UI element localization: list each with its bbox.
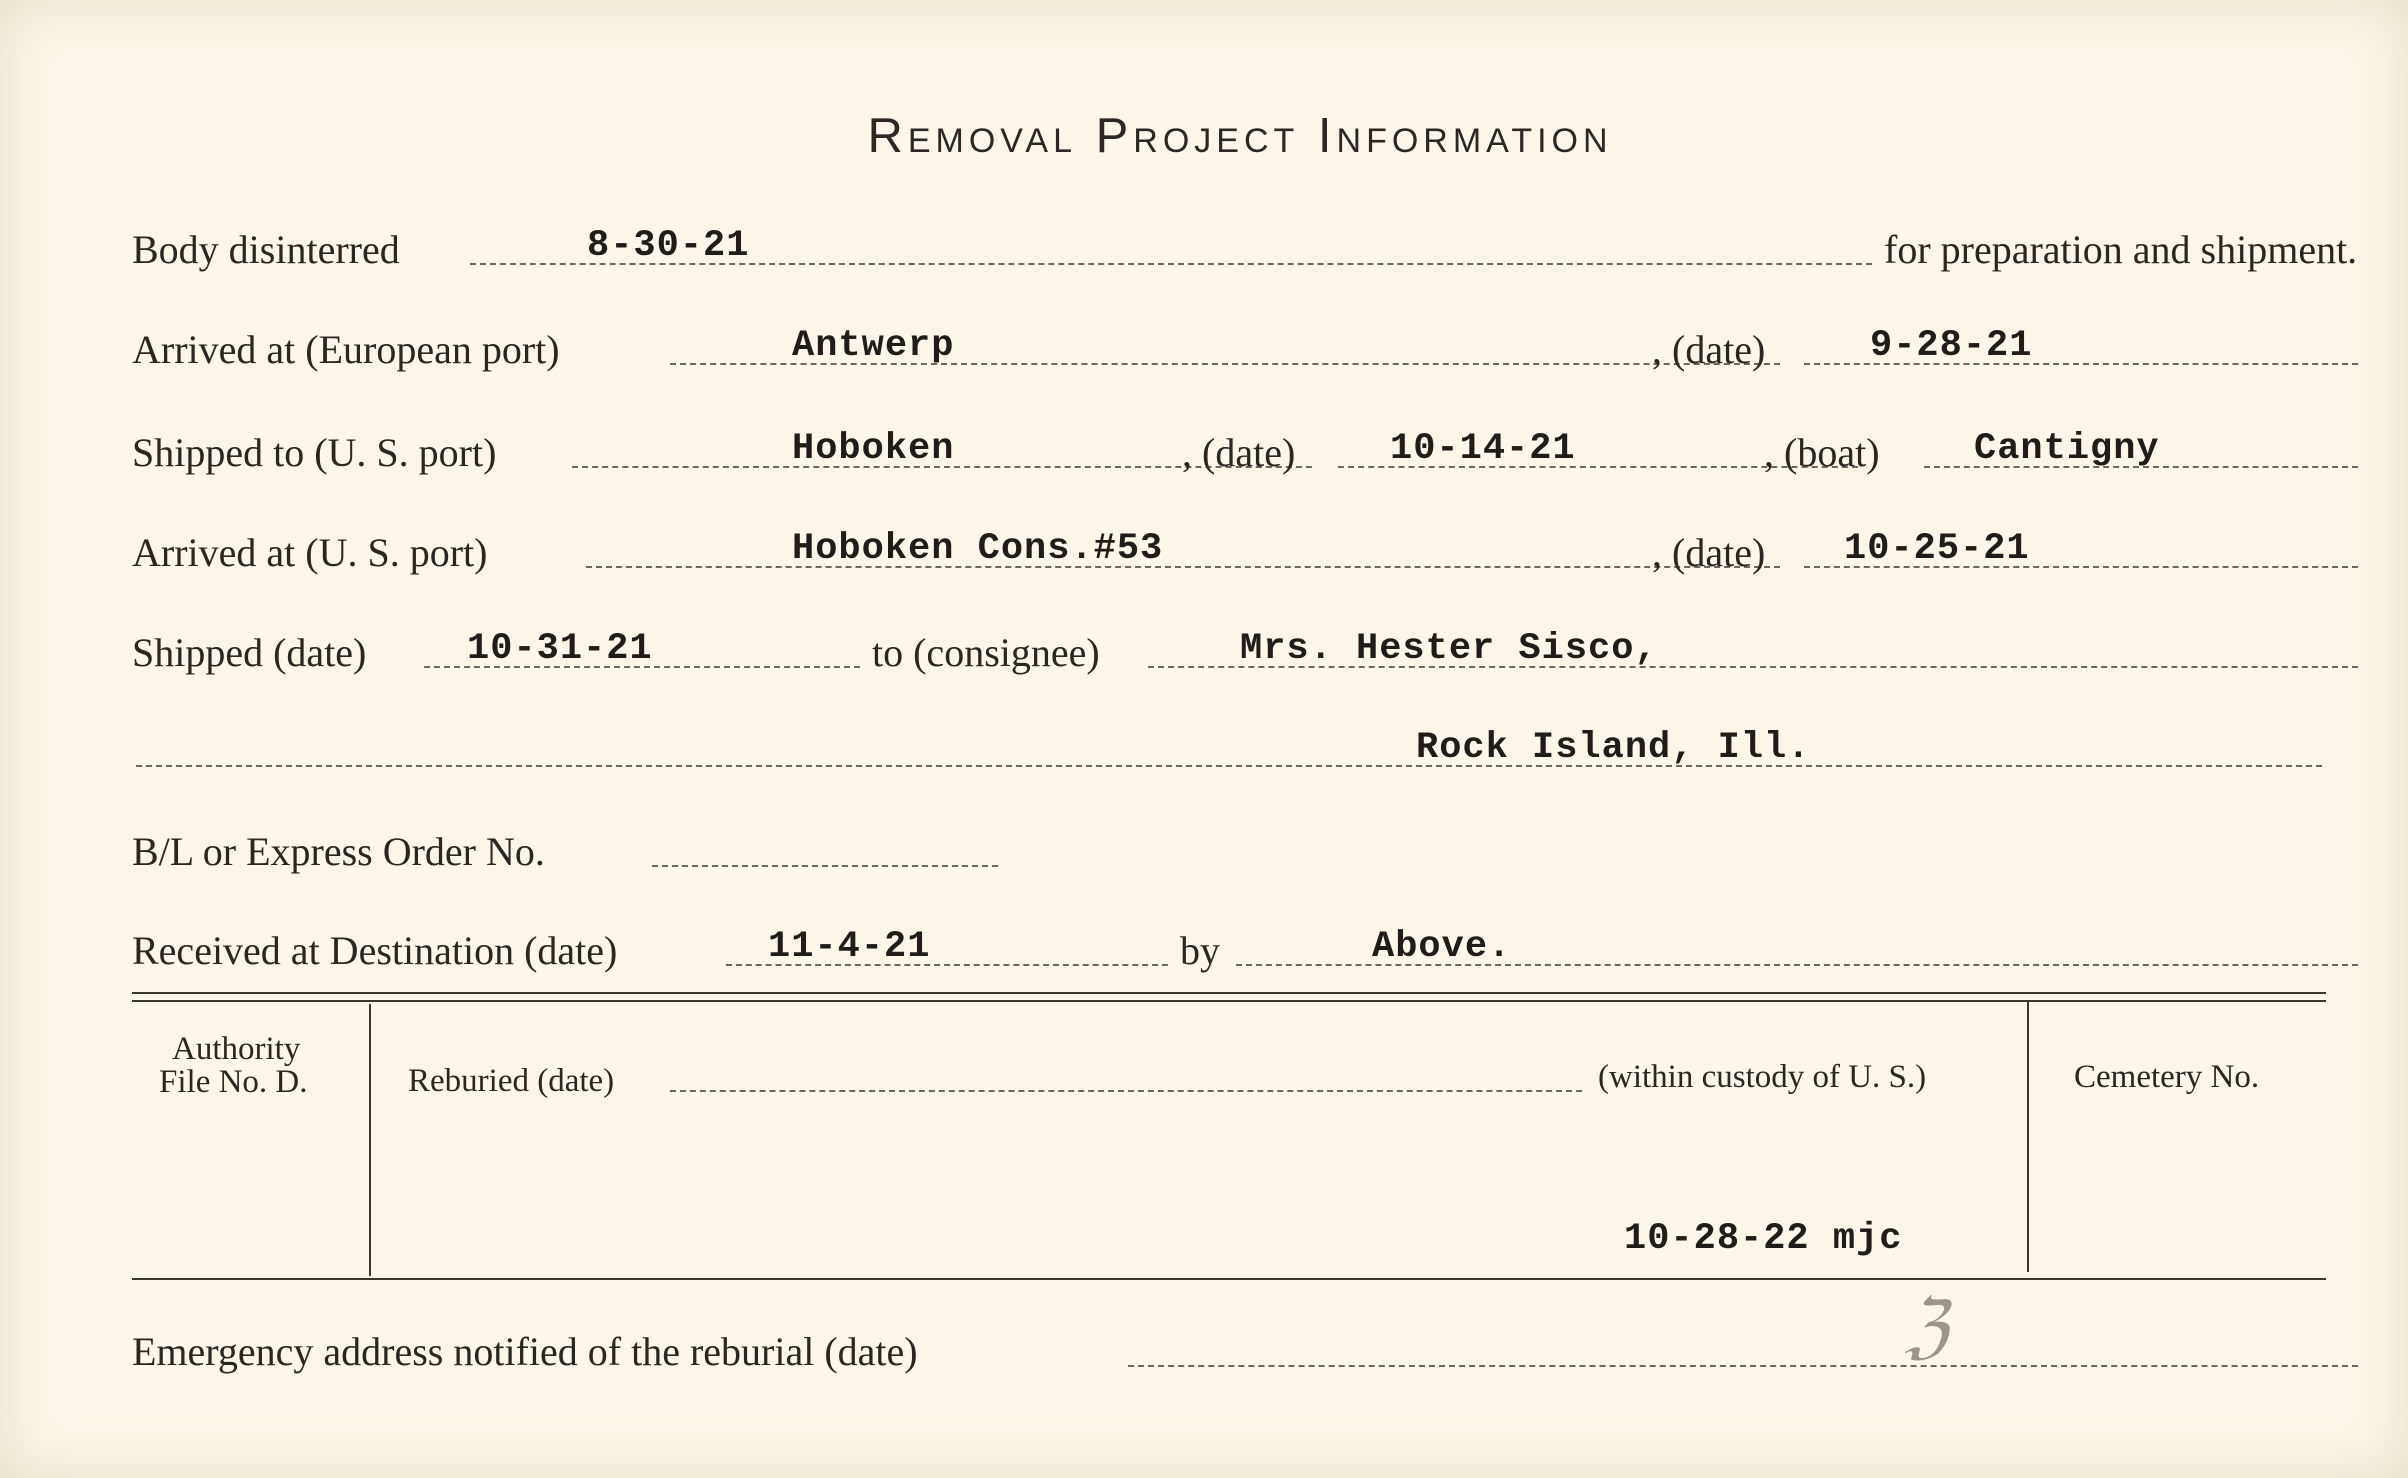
shipped-date-value: 10-31-21	[467, 628, 653, 670]
reburied-label: Reburied (date)	[408, 1063, 615, 1099]
row-shipped-consignee	[132, 628, 2326, 688]
received-by-label: by	[1180, 928, 1220, 973]
authority-label-line1: Authority	[172, 1031, 301, 1067]
row-consignee-address	[132, 727, 2326, 787]
arrived-us-port-date-label: , (date)	[1652, 530, 1766, 575]
emergency-label: Emergency address notified of the reburial (date)	[132, 1329, 918, 1374]
european-port-date-label: , (date)	[1652, 327, 1766, 372]
received-label: Received at Destination (date)	[132, 928, 618, 973]
arrived-us-port-label: Arrived at (U. S. port)	[132, 530, 488, 575]
shipped-us-port-label: Shipped to (U. S. port)	[132, 430, 497, 475]
address-line	[136, 765, 2322, 767]
european-port-date: 9-28-21	[1870, 325, 2033, 367]
box-right-divider	[2027, 1000, 2029, 1272]
shipped-date-label: Shipped (date)	[132, 630, 367, 675]
row-body-disinterred	[132, 225, 2358, 285]
row-emergency	[132, 1327, 2326, 1387]
body-disinterred-value: 8-30-21	[587, 225, 750, 267]
shipped-us-port-date: 10-14-21	[1390, 428, 1576, 470]
emergency-line	[1128, 1365, 2358, 1367]
body-disinterred-label: Body disinterred	[132, 227, 400, 272]
arrived-us-port-value: Hoboken Cons.#53	[792, 528, 1164, 570]
reburied-line	[670, 1090, 1582, 1092]
shipped-us-port-boat-label: , (boat)	[1764, 430, 1880, 475]
row-received	[132, 926, 2326, 986]
row-bl-order	[132, 827, 2326, 887]
consignee-label: to (consignee)	[872, 630, 1100, 675]
box-bottom-rule	[132, 1278, 2326, 1280]
box-top-rule-2	[132, 1000, 2326, 1002]
authority-label-line2: File No. D.	[159, 1064, 308, 1100]
european-port-label: Arrived at (European port)	[132, 327, 560, 372]
pencil-mark: ℨ	[1905, 1285, 1949, 1367]
shipped-us-port-date-label: , (date)	[1182, 430, 1296, 475]
box-left-divider	[369, 1004, 371, 1276]
row-arrived-us-port	[132, 528, 2326, 588]
reburied-note: 10-28-22 mjc	[1624, 1218, 1903, 1260]
row-shipped-us-port	[132, 428, 2326, 488]
cemetery-label: Cemetery No.	[2074, 1059, 2260, 1095]
consignee-value: Mrs. Hester Sisco,	[1240, 628, 1658, 670]
shipped-us-port-boat: Cantigny	[1974, 428, 2160, 470]
arrived-us-port-line	[586, 566, 1780, 568]
box-top-rule-1	[132, 992, 2326, 994]
shipped-us-port-value: Hoboken	[792, 428, 955, 470]
arrived-us-port-date: 10-25-21	[1844, 528, 2030, 570]
european-port-value: Antwerp	[792, 325, 955, 367]
custody-label: (within custody of U. S.)	[1598, 1059, 1927, 1095]
card-title: Removal Project Information	[867, 109, 1613, 163]
row-european-port	[132, 325, 2326, 385]
received-by: Above.	[1372, 926, 1512, 968]
consignee-address: Rock Island, Ill.	[1416, 727, 1811, 769]
body-disinterred-suffix: for preparation and shipment.	[1884, 227, 2358, 272]
received-date: 11-4-21	[768, 926, 931, 968]
bl-order-label: B/L or Express Order No.	[132, 829, 545, 874]
bl-order-line	[652, 865, 998, 867]
